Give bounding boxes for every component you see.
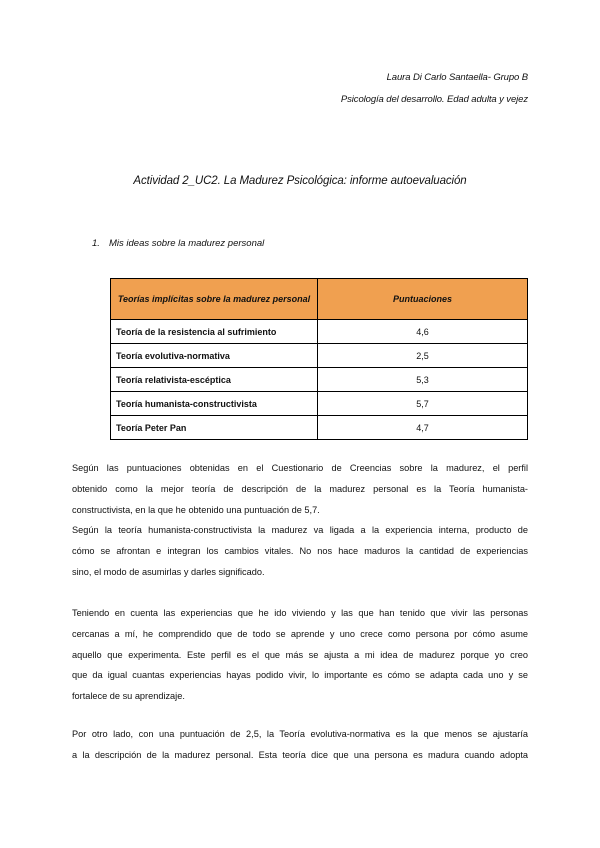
table-row	[111, 320, 528, 344]
text-line: que da igual cuantas experiencias hayas podido vivir, lo importante es cómo se adapta cada uno y se	[72, 670, 528, 681]
text-line: constructivista, en la que he obtenido una puntuación de 5,7.	[72, 504, 320, 515]
table-row	[111, 392, 528, 416]
theory-name: Teoría evolutiva-normativa	[111, 344, 318, 368]
paragraph-experiences	[72, 603, 528, 707]
table-row	[111, 416, 528, 440]
text-line: Por otro lado, con una puntuación de 2,5, la Teoría evolutiva-normativa es la que menos se ajustaría	[72, 729, 528, 739]
course-line: Psicología del desarrollo. Edad adulta y vejez	[340, 94, 528, 105]
theory-name: Teoría relativista-escéptica	[111, 368, 318, 392]
theory-score: 5,7	[318, 392, 528, 416]
theory-score: 2,5	[318, 344, 528, 368]
section-heading	[92, 238, 264, 249]
section-title: Mis ideas sobre la madurez personal	[109, 238, 265, 249]
paragraph-results	[72, 458, 528, 583]
text-line: Según las puntuaciones obtenidas en el Cuestionario de Creencias sobre la madurez, el perfil	[72, 463, 528, 473]
document-title: Actividad 2_UC2. La Madurez Psicológica: informe autoevaluación	[133, 175, 467, 187]
text-line: fortalece de su aprendizaje.	[72, 691, 185, 702]
text-line: a la descripción de la madurez personal. Esta teoría dice que una persona es madura cuando adopta	[72, 749, 528, 760]
theory-name: Teoría de la resistencia al sufrimiento	[111, 320, 318, 344]
table-row	[111, 344, 528, 368]
theory-score: 5,3	[318, 368, 528, 392]
header-theories: Teorías implícitas sobre la madurez personal	[111, 279, 318, 320]
text-line: cómo se afrontan e integran los cambios vitales. No nos hace maduros la cantidad de experiencias	[72, 546, 528, 557]
header-scores: Puntuaciones	[318, 279, 528, 320]
section-number: 1.	[92, 238, 100, 249]
theory-score: 4,6	[318, 320, 528, 344]
scores-table	[110, 278, 528, 440]
author-line: Laura Di Carlo Santaella- Grupo B	[386, 72, 528, 83]
text-line: Teniendo en cuenta las experiencias que he ido viviendo y las que han tenido que vivir las personas	[72, 608, 528, 618]
text-line: cercanas a mí, he comprendido que de todo se aprende y uno crece como persona por cómo asume	[72, 628, 528, 639]
text-line: sino, el modo de asumirlas y darles significado.	[72, 566, 265, 577]
table-row	[111, 368, 528, 392]
text-line: aquello que experimenta. Este perfil es el que más se ajusta a mi idea de madurez porque yo creo	[72, 649, 528, 660]
theory-score: 4,7	[318, 416, 528, 440]
theory-name: Teoría humanista-constructivista	[111, 392, 318, 416]
table-header-row	[111, 279, 528, 320]
paragraph-evolutiva	[72, 724, 528, 766]
text-line: obtenido como la mejor teoría de descripción de la madurez personal es la Teoría humanista-	[72, 483, 528, 494]
theory-name: Teoría Peter Pan	[111, 416, 318, 440]
text-line: Según la teoría humanista-constructivista la madurez va ligada a la experiencia interna, producto de	[72, 525, 528, 536]
